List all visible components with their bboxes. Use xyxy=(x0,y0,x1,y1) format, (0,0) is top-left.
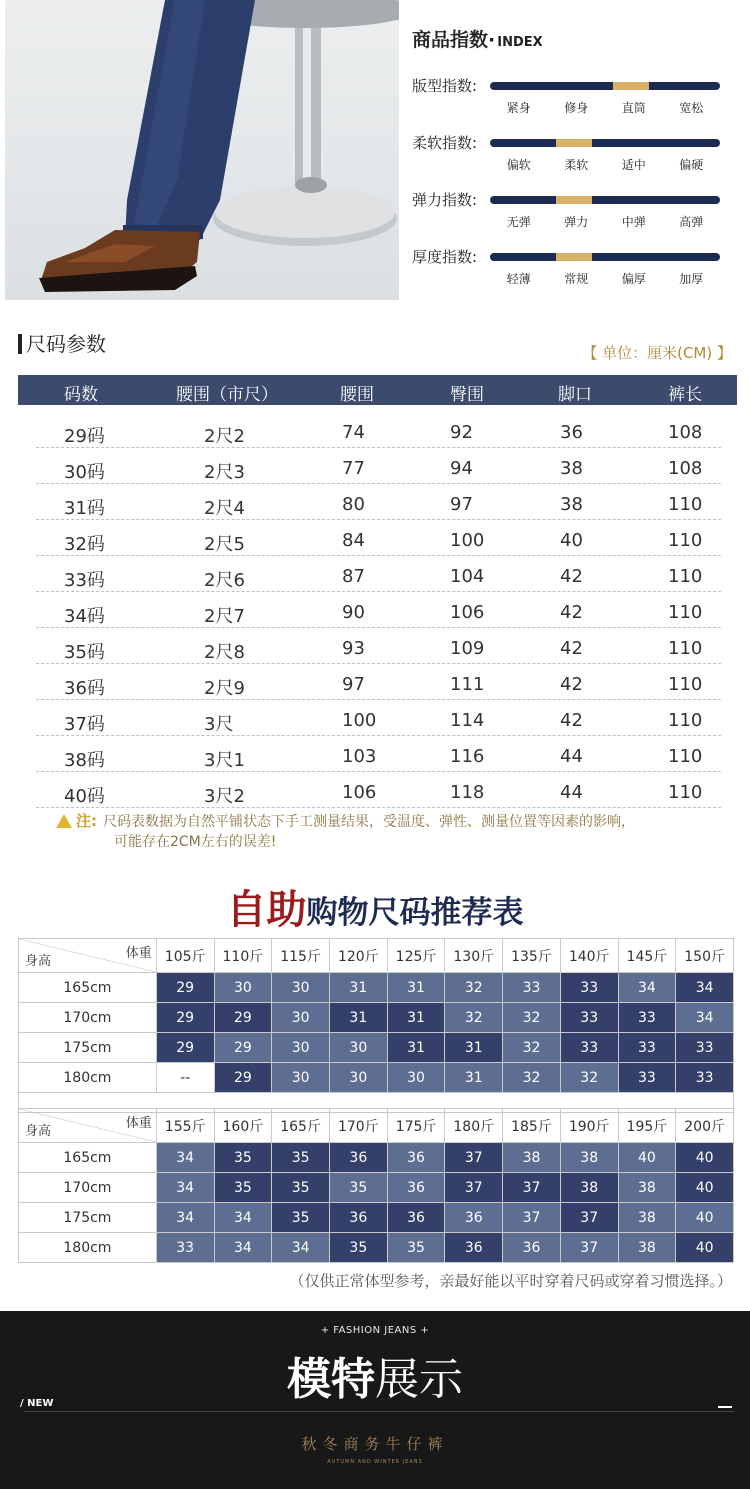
weight-header: 180斤 xyxy=(445,1109,503,1143)
weight-header: 140斤 xyxy=(561,939,619,973)
index-option: 常规 xyxy=(564,272,589,286)
recommended-size-cell: 33 xyxy=(619,1063,677,1093)
recommended-size-cell: -- xyxy=(157,1063,215,1093)
recommended-size-cell: 33 xyxy=(503,973,561,1003)
recommended-size-cell: 30 xyxy=(215,973,273,1003)
size-table-cell: 94 xyxy=(450,458,473,479)
size-table-header-cell: 脚口 xyxy=(558,385,592,405)
size-table-row xyxy=(36,664,721,700)
banner-title: 模特展示 xyxy=(287,1354,463,1405)
weight-header: 150斤 xyxy=(676,939,734,973)
recommended-size-cell: 30 xyxy=(330,1063,388,1093)
weight-header: 110斤 xyxy=(215,939,273,973)
size-table-cell: 97 xyxy=(342,674,365,695)
banner-subtitle: 秋冬商务牛仔裤 xyxy=(301,1435,449,1453)
recommend-title: 自助购物尺码推荐表 xyxy=(226,887,524,933)
recommended-size-cell: 36 xyxy=(330,1143,388,1173)
index-row xyxy=(412,189,742,239)
recommended-size-cell: 38 xyxy=(561,1143,619,1173)
size-table-cell: 37码 xyxy=(64,714,105,735)
recommended-size-cell: 30 xyxy=(330,1033,388,1063)
size-table-cell: 100 xyxy=(450,530,485,551)
recommended-size-cell: 37 xyxy=(503,1173,561,1203)
height-label: 175cm xyxy=(19,1203,157,1233)
size-table-cell: 42 xyxy=(560,674,583,695)
index-option: 宽松 xyxy=(679,101,704,115)
index-option: 高弹 xyxy=(679,215,704,229)
size-table-cell: 34码 xyxy=(64,606,105,627)
index-option: 偏厚 xyxy=(621,272,646,286)
recommended-size-cell: 36 xyxy=(445,1233,503,1263)
recommended-size-cell: 33 xyxy=(561,973,619,1003)
recommended-size-cell: 32 xyxy=(503,1033,561,1063)
index-selected-mark xyxy=(556,196,592,204)
size-table-cell: 2尺7 xyxy=(204,606,245,627)
height-label: 165cm xyxy=(19,973,157,1003)
index-bar xyxy=(490,196,720,204)
size-table-cell: 44 xyxy=(560,746,583,767)
index-selected-mark xyxy=(556,253,592,261)
size-table-cell: 44 xyxy=(560,782,583,803)
size-table-cell: 36码 xyxy=(64,678,105,699)
recommended-size-cell: 33 xyxy=(561,1033,619,1063)
recommended-size-cell: 33 xyxy=(619,1033,677,1063)
recommend-row xyxy=(19,1063,734,1093)
size-table-cell: 2尺9 xyxy=(204,678,245,699)
height-label: 180cm xyxy=(19,1233,157,1263)
size-table-row xyxy=(36,700,721,736)
size-table-cell: 3尺1 xyxy=(204,750,245,771)
corner-weight-label: 体重 xyxy=(125,1116,152,1131)
recommended-size-cell: 33 xyxy=(561,1003,619,1033)
index-option: 无弹 xyxy=(506,215,531,229)
size-table-cell: 38 xyxy=(560,494,583,515)
size-table-header-cell: 腰围（市尺） xyxy=(176,385,278,405)
recommended-size-cell: 31 xyxy=(445,1063,503,1093)
index-option: 加厚 xyxy=(679,272,704,286)
recommended-size-cell: 38 xyxy=(619,1233,677,1263)
recommended-size-cell: 29 xyxy=(215,1063,273,1093)
recommended-size-cell: 33 xyxy=(676,1033,734,1063)
recommended-size-cell: 29 xyxy=(215,1003,273,1033)
index-selected-mark xyxy=(556,139,592,147)
index-title: 商品指数· INDEX xyxy=(412,29,543,51)
recommend-row xyxy=(19,973,734,1003)
recommended-size-cell: 36 xyxy=(445,1203,503,1233)
size-table-cell: 3尺2 xyxy=(204,786,245,807)
corner-height-label: 身高 xyxy=(25,954,52,969)
index-option: 修身 xyxy=(564,101,589,115)
size-table-cell: 36 xyxy=(560,422,583,443)
weight-header: 195斤 xyxy=(619,1109,677,1143)
height-label: 170cm xyxy=(19,1173,157,1203)
banner-dash xyxy=(718,1406,732,1408)
banner-subtitle-en: AUTUMN AND WINTER JEANS xyxy=(327,1459,423,1465)
size-table-cell: 100 xyxy=(342,710,377,731)
recommended-size-cell: 37 xyxy=(503,1203,561,1233)
weight-header: 105斤 xyxy=(157,939,215,973)
recommended-size-cell: 37 xyxy=(561,1233,619,1263)
weight-header: 185斤 xyxy=(503,1109,561,1143)
recommended-size-cell: 40 xyxy=(676,1173,734,1203)
recommended-size-cell: 35 xyxy=(330,1233,388,1263)
size-table-row xyxy=(36,772,721,808)
size-table-cell: 92 xyxy=(450,422,473,443)
recommended-size-cell: 29 xyxy=(157,1003,215,1033)
recommended-size-cell: 35 xyxy=(272,1143,330,1173)
recommended-size-cell: 32 xyxy=(503,1063,561,1093)
recommended-size-cell: 35 xyxy=(215,1173,273,1203)
recommend-header-row xyxy=(19,1109,734,1143)
size-table-cell: 2尺3 xyxy=(204,462,245,483)
recommended-size-cell: 34 xyxy=(157,1143,215,1173)
index-label: 柔软指数: xyxy=(412,134,478,152)
size-table-cell: 2尺2 xyxy=(204,426,245,447)
size-table-row xyxy=(36,520,721,556)
height-label: 175cm xyxy=(19,1033,157,1063)
size-table-cell: 30码 xyxy=(64,462,105,483)
product-photo xyxy=(5,0,399,300)
recommended-size-cell: 32 xyxy=(561,1063,619,1093)
corner-cell xyxy=(19,939,157,973)
recommended-size-cell: 34 xyxy=(157,1173,215,1203)
recommended-size-cell: 37 xyxy=(445,1173,503,1203)
size-table-row xyxy=(36,628,721,664)
recommended-size-cell: 40 xyxy=(619,1143,677,1173)
size-table-cell: 106 xyxy=(342,782,377,803)
recommend-footnote: （仅供正常体型参考，亲最好能以平时穿着尺码或穿着习惯选择。） xyxy=(289,1272,732,1290)
index-label: 版型指数: xyxy=(412,77,478,95)
warning-icon xyxy=(56,814,72,828)
size-table-cell: 40 xyxy=(560,530,583,551)
recommended-size-cell: 31 xyxy=(330,1003,388,1033)
recommended-size-cell: 31 xyxy=(388,1033,446,1063)
recommended-size-cell: 34 xyxy=(619,973,677,1003)
index-option: 中弹 xyxy=(621,215,646,229)
height-label: 170cm xyxy=(19,1003,157,1033)
recommend-row xyxy=(19,1033,734,1063)
recommended-size-cell: 36 xyxy=(330,1203,388,1233)
size-table-cell: 106 xyxy=(450,602,485,623)
index-option: 偏软 xyxy=(506,158,531,172)
recommended-size-cell: 32 xyxy=(445,973,503,1003)
recommend-row xyxy=(19,1173,734,1203)
size-table-cell: 84 xyxy=(342,530,365,551)
size-table-cell: 2尺5 xyxy=(204,534,245,555)
size-table-row xyxy=(36,592,721,628)
size-table-row xyxy=(36,556,721,592)
size-table-row xyxy=(36,412,721,448)
corner-cell xyxy=(19,1109,157,1143)
size-table-cell: 42 xyxy=(560,710,583,731)
size-table-cell: 90 xyxy=(342,602,365,623)
recommended-size-cell: 32 xyxy=(445,1003,503,1033)
index-bar xyxy=(490,139,720,147)
size-table-cell: 97 xyxy=(450,494,473,515)
recommended-size-cell: 30 xyxy=(272,1003,330,1033)
recommend-row xyxy=(19,1003,734,1033)
index-option: 偏硬 xyxy=(679,158,704,172)
index-option: 轻薄 xyxy=(506,272,531,286)
recommended-size-cell: 35 xyxy=(330,1173,388,1203)
banner-tagline: + FASHION JEANS + xyxy=(320,1325,430,1336)
size-table-cell: 77 xyxy=(342,458,365,479)
weight-header: 200斤 xyxy=(676,1109,734,1143)
recommend-table-1 xyxy=(18,938,734,1113)
recommended-size-cell: 33 xyxy=(619,1003,677,1033)
index-option: 柔软 xyxy=(564,158,589,172)
size-table-cell: 108 xyxy=(668,458,703,479)
index-option: 弹力 xyxy=(564,215,589,229)
size-table-cell: 38 xyxy=(560,458,583,479)
size-table-cell: 110 xyxy=(668,710,703,731)
recommended-size-cell: 38 xyxy=(503,1143,561,1173)
recommended-size-cell: 38 xyxy=(619,1203,677,1233)
recommended-size-cell: 30 xyxy=(272,1033,330,1063)
recommended-size-cell: 30 xyxy=(272,973,330,1003)
size-table-cell: 116 xyxy=(450,746,485,767)
size-table-cell: 2尺6 xyxy=(204,570,245,591)
recommended-size-cell: 30 xyxy=(272,1063,330,1093)
index-option: 适中 xyxy=(621,158,646,172)
size-table-cell: 40码 xyxy=(64,786,105,807)
recommended-size-cell: 35 xyxy=(272,1203,330,1233)
recommended-size-cell: 31 xyxy=(330,973,388,1003)
weight-header: 125斤 xyxy=(388,939,446,973)
corner-height-label: 身高 xyxy=(25,1124,52,1139)
size-table-cell: 42 xyxy=(560,566,583,587)
recommended-size-cell: 34 xyxy=(272,1233,330,1263)
recommended-size-cell: 37 xyxy=(445,1143,503,1173)
recommend-row xyxy=(19,1143,734,1173)
size-table-header-cell: 腰围 xyxy=(340,385,374,405)
recommend-header-row xyxy=(19,939,734,973)
index-selected-mark xyxy=(613,82,649,90)
index-bar xyxy=(490,82,720,90)
index-option: 直筒 xyxy=(621,101,646,115)
size-table-cell: 38码 xyxy=(64,750,105,771)
recommend-row xyxy=(19,1233,734,1263)
recommended-size-cell: 36 xyxy=(503,1233,561,1263)
size-table-cell: 110 xyxy=(668,530,703,551)
size-table-cell: 110 xyxy=(668,638,703,659)
recommended-size-cell: 31 xyxy=(388,1003,446,1033)
size-table-cell: 42 xyxy=(560,602,583,623)
height-label: 165cm xyxy=(19,1143,157,1173)
size-table-cell: 118 xyxy=(450,782,485,803)
recommended-size-cell: 40 xyxy=(676,1143,734,1173)
size-table-cell: 2尺8 xyxy=(204,642,245,663)
recommended-size-cell: 35 xyxy=(272,1173,330,1203)
weight-header: 115斤 xyxy=(272,939,330,973)
recommended-size-cell: 40 xyxy=(676,1233,734,1263)
size-table-header-cell: 臀围 xyxy=(450,385,484,405)
size-table-cell: 114 xyxy=(450,710,485,731)
measurement-note: 注: 尺码表数据为自然平铺状态下手工测量结果，受温度、弹性、测量位置等因素的影响， 可能存在2CM左右的误差! xyxy=(56,811,726,852)
size-table-cell: 109 xyxy=(450,638,485,659)
recommended-size-cell: 36 xyxy=(388,1203,446,1233)
weight-header: 135斤 xyxy=(503,939,561,973)
recommended-size-cell: 31 xyxy=(388,973,446,1003)
weight-header: 120斤 xyxy=(330,939,388,973)
index-bar xyxy=(490,253,720,261)
recommend-table-2 xyxy=(18,1108,734,1263)
recommended-size-cell: 30 xyxy=(388,1063,446,1093)
recommended-size-cell: 36 xyxy=(388,1143,446,1173)
recommended-size-cell: 33 xyxy=(676,1063,734,1093)
recommended-size-cell: 34 xyxy=(676,1003,734,1033)
size-table-header-cell: 码数 xyxy=(64,385,98,405)
index-row xyxy=(412,132,742,182)
size-table-cell: 87 xyxy=(342,566,365,587)
model-showcase-banner xyxy=(0,1311,750,1489)
size-table-header xyxy=(18,375,737,405)
size-table-cell: 110 xyxy=(668,782,703,803)
recommended-size-cell: 36 xyxy=(388,1173,446,1203)
unit-label: 【 单位：厘米(CM) 】 xyxy=(582,344,732,362)
size-table-cell: 108 xyxy=(668,422,703,443)
size-table-cell: 3尺 xyxy=(204,714,234,735)
size-table-cell: 2尺4 xyxy=(204,498,245,519)
recommended-size-cell: 34 xyxy=(676,973,734,1003)
size-table-row xyxy=(36,448,721,484)
banner-divider xyxy=(24,1411,734,1412)
recommended-size-cell: 29 xyxy=(215,1033,273,1063)
recommended-size-cell: 38 xyxy=(561,1173,619,1203)
height-label: 180cm xyxy=(19,1063,157,1093)
weight-header: 175斤 xyxy=(388,1109,446,1143)
weight-header: 160斤 xyxy=(215,1109,273,1143)
size-table-cell: 31码 xyxy=(64,498,105,519)
recommended-size-cell: 37 xyxy=(561,1203,619,1233)
recommended-size-cell: 40 xyxy=(676,1203,734,1233)
recommended-size-cell: 31 xyxy=(445,1033,503,1063)
index-option: 紧身 xyxy=(506,101,531,115)
weight-header: 170斤 xyxy=(330,1109,388,1143)
size-table-row xyxy=(36,736,721,772)
size-table-cell: 29码 xyxy=(64,426,105,447)
recommended-size-cell: 38 xyxy=(619,1173,677,1203)
recommend-row xyxy=(19,1203,734,1233)
recommended-size-cell: 32 xyxy=(503,1003,561,1033)
size-table-cell: 93 xyxy=(342,638,365,659)
recommended-size-cell: 34 xyxy=(215,1233,273,1263)
recommended-size-cell: 34 xyxy=(215,1203,273,1233)
size-table-cell: 42 xyxy=(560,638,583,659)
recommended-size-cell: 29 xyxy=(157,1033,215,1063)
size-table-cell: 110 xyxy=(668,494,703,515)
recommended-size-cell: 35 xyxy=(388,1233,446,1263)
weight-header: 155斤 xyxy=(157,1109,215,1143)
corner-weight-label: 体重 xyxy=(125,946,152,961)
recommended-size-cell: 35 xyxy=(215,1143,273,1173)
banner-new-label: / NEW xyxy=(20,1398,54,1409)
size-table-cell: 110 xyxy=(668,566,703,587)
size-table-cell: 103 xyxy=(342,746,377,767)
size-table-cell: 32码 xyxy=(64,534,105,555)
size-table-cell: 33码 xyxy=(64,570,105,591)
size-table-cell: 110 xyxy=(668,602,703,623)
jeans-model-image xyxy=(5,0,399,300)
recommended-size-cell: 29 xyxy=(157,973,215,1003)
size-table-header-cell: 裤长 xyxy=(668,385,702,405)
size-table-cell: 110 xyxy=(668,746,703,767)
size-section-title: 尺码参数 xyxy=(18,328,106,357)
index-row xyxy=(412,246,742,296)
size-table-cell: 74 xyxy=(342,422,365,443)
index-row xyxy=(412,75,742,125)
recommended-size-cell: 34 xyxy=(157,1203,215,1233)
size-table-cell: 35码 xyxy=(64,642,105,663)
size-table-cell: 110 xyxy=(668,674,703,695)
weight-header: 145斤 xyxy=(619,939,677,973)
weight-header: 165斤 xyxy=(272,1109,330,1143)
weight-header: 190斤 xyxy=(561,1109,619,1143)
size-table-row xyxy=(36,484,721,520)
size-table-cell: 104 xyxy=(450,566,485,587)
weight-header: 130斤 xyxy=(445,939,503,973)
recommended-size-cell: 33 xyxy=(157,1233,215,1263)
index-label: 弹力指数: xyxy=(412,191,478,209)
size-table-cell: 80 xyxy=(342,494,365,515)
index-label: 厚度指数: xyxy=(412,248,478,266)
size-table-cell: 111 xyxy=(450,674,485,695)
